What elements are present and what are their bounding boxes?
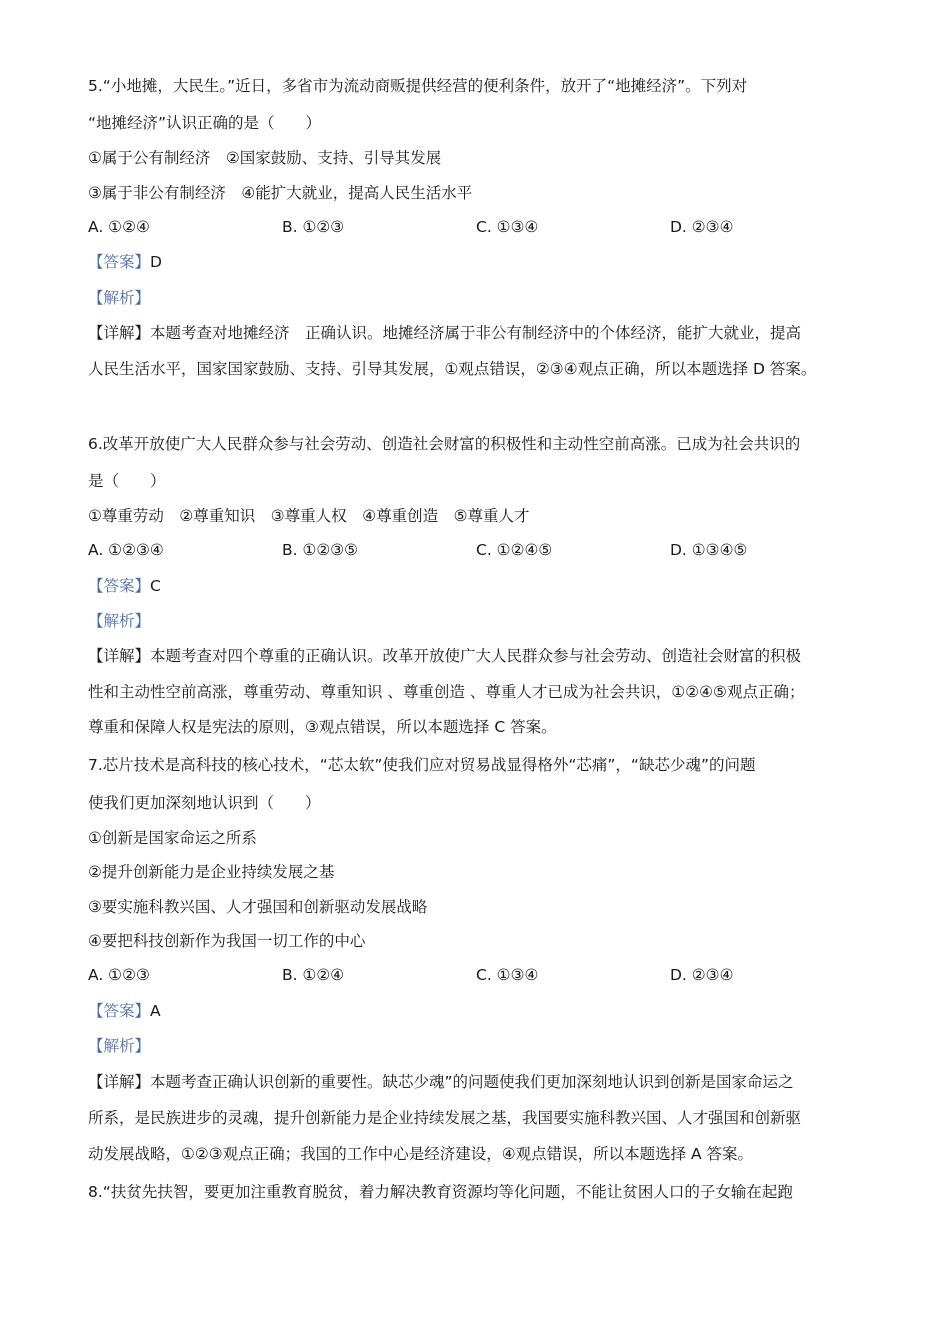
q7-option-a: A. ①②③ [88,966,150,984]
q5-option-b: B. ①②③ [282,218,345,236]
q6-answer-value: C [150,577,161,595]
q7-detail-line-2: 所系，是民族进步的灵魂，提升创新能力是企业持续发展之基，我国要实施科教兴国、人才强国和创新驱 [88,1109,802,1127]
q5-option-a: A. ①②④ [88,218,150,236]
q7-answer-value: A [150,1002,161,1020]
q6-detail-line-3: 尊重和保障人权是宪法的原则，③观点错误，所以本题选择 C 答案。 [88,718,557,736]
q7-option-d: D. ②③④ [670,966,734,984]
q5-answer-value: D [150,253,162,271]
q5-answer [88,251,162,273]
q5-detail-line-1: 【详解】本题考查对地摊经济 正确认识。地摊经济属于非公有制经济中的个体经济，能扩大就业，提高 [88,324,802,342]
q5-analysis-label: 【解析】 [88,289,151,307]
q7-analysis-label: 【解析】 [88,1037,151,1055]
q7-item-line-4: ④要把科技创新作为我国一切工作的中心 [88,932,366,950]
q5-detail-line-2: 人民生活水平，国家国家鼓励、支持、引导其发展，①观点错误，②③④观点正确，所以本题选择 D 答案。 [88,360,817,378]
q6-item-line-1: ①尊重劳动 ②尊重知识 ③尊重人权 ④尊重创造 ⑤尊重人才 [88,507,530,525]
q5-answer-label: 【答案】 [88,253,151,271]
q6-stem-line-2: 是（ ） [88,472,166,490]
q6-option-b: B. ①②③⑤ [282,541,359,559]
q7-stem-line-2: 使我们更加深刻地认识到（ ） [88,794,321,812]
q6-stem-line-1: 6.改革开放使广大人民群众参与社会劳动、创造社会财富的积极性和主动性空前高涨。已成为社会共识的 [88,435,801,453]
q5-stem-line-1: 5.“小地摊，大民生。”近日，多省市为流动商贩提供经营的便利条件，放开了“地摊经济”。下列对 [88,77,748,95]
q7-detail-line-1: 【详解】本题考查正确认识创新的重要性。缺芯少魂”的问题使我们更加深刻地认识到创新是国家命运之 [88,1073,794,1091]
q7-item-line-2: ②提升创新能力是企业持续发展之基 [88,863,335,881]
q6-analysis-label: 【解析】 [88,612,151,630]
q5-option-d: D. ②③④ [670,218,734,236]
q7-item-line-1: ①创新是国家命运之所系 [88,829,257,847]
q7-option-c: C. ①③④ [476,966,539,984]
q5-item-line-1: ①属于公有制经济 ②国家鼓励、支持、引导其发展 [88,149,442,167]
q8-stem-line-1: 8.“扶贫先扶智，要更加注重教育脱贫，着力解决教育资源均等化问题，不能让贫困人口的子女输在起跑 [88,1183,793,1201]
q6-option-a: A. ①②③④ [88,541,164,559]
q7-answer-label: 【答案】 [88,1002,151,1020]
q6-answer-label: 【答案】 [88,577,151,595]
q6-option-d: D. ①③④⑤ [670,541,748,559]
q5-option-c: C. ①③④ [476,218,539,236]
q7-stem-line-1: 7.芯片技术是高科技的核心技术，“芯太软”使我们应对贸易战显得格外“芯痛”，“缺芯少魂”的问题 [88,756,756,774]
q7-option-b: B. ①②④ [282,966,345,984]
q6-answer [88,575,161,597]
q6-option-c: C. ①②④⑤ [476,541,553,559]
q7-answer [88,1000,161,1022]
q5-stem-line-2: “地摊经济”认识正确的是（ ） [88,114,322,132]
q5-item-line-2: ③属于非公有制经济 ④能扩大就业，提高人民生活水平 [88,184,473,202]
q6-detail-line-1: 【详解】本题考查对四个尊重的正确认识。改革开放使广大人民群众参与社会劳动、创造社会财富的积极 [88,647,802,665]
q6-detail-line-2: 性和主动性空前高涨，尊重劳动、尊重知识 、尊重创造 、尊重人才已成为社会共识，①②④⑤观点正确； [88,683,805,701]
q7-item-line-3: ③要实施科教兴国、人才强国和创新驱动发展战略 [88,898,428,916]
q7-detail-line-3: 动发展战略，①②③观点正确；我国的工作中心是经济建设，④观点错误，所以本题选择 A 答案。 [88,1145,754,1163]
